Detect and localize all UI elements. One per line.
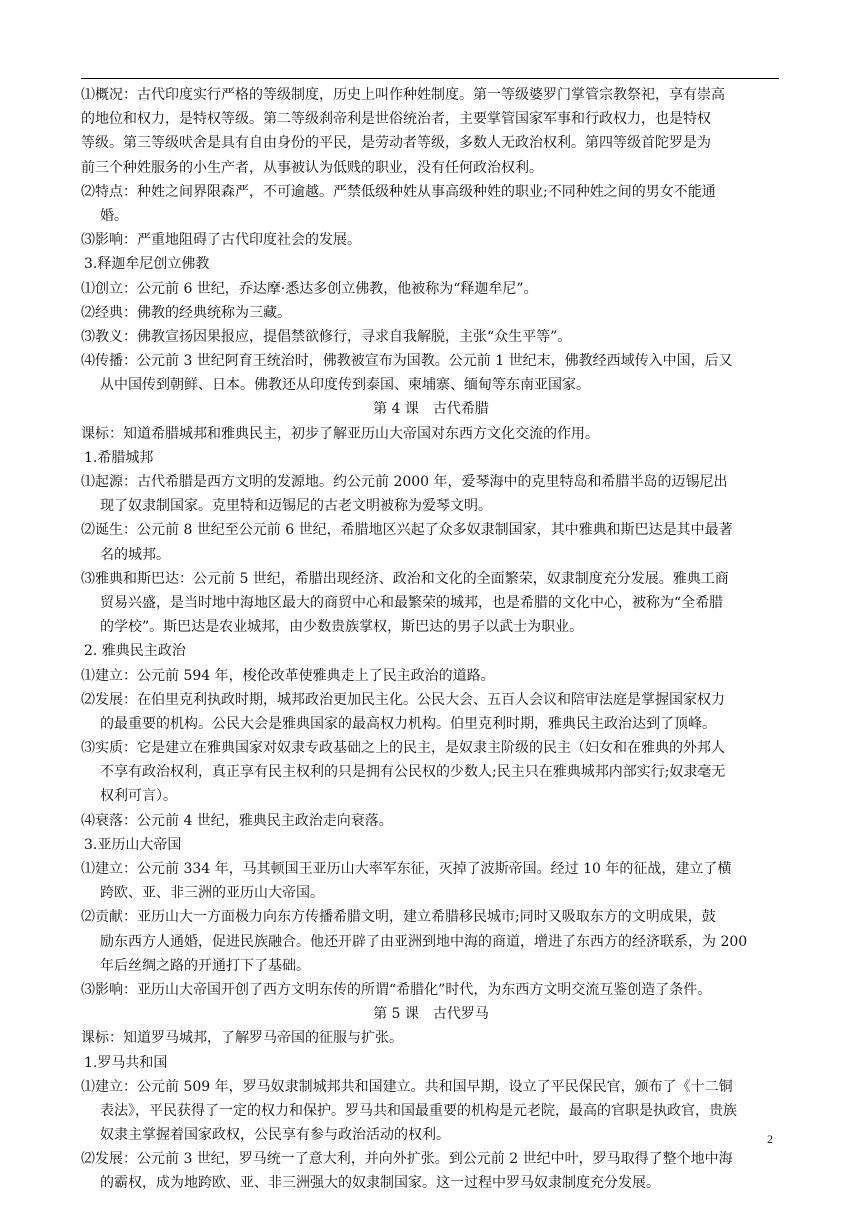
text-line: 不享有政治权利，真正享有民主权利的只是拥有公民权的少数人;民主只在雅典城邦内部实行;奴隶毫无 bbox=[100, 764, 726, 781]
text-line: ⑶影响：亚历山大帝国开创了西方文明东传的所谓“希腊化”时代，为东西方文明交流互鉴创造了条件。 bbox=[81, 981, 712, 998]
text-line: 权利可言）。 bbox=[100, 788, 177, 805]
text-line: ⑵发展：在伯里克利执政时期，城邦政治更加民主化。公民大会、五百人会议和陪审法庭是掌握国家权力 bbox=[81, 691, 725, 708]
text-line: ⑷传播：公元前 3 世纪阿育王统治时，佛教被宣布为国教。公元前 1 世纪末，佛教经西域传入中国，后又 bbox=[81, 353, 733, 370]
text-line: 的学校”。斯巴达是农业城邦，由少数贵族掌权，斯巴达的男子以武士为职业。 bbox=[100, 619, 584, 636]
text-line: 3.释迦牟尼创立佛教 bbox=[84, 256, 210, 273]
text-line: ⑵特点：种姓之间界限森严，不可逾越。严禁低级种姓从事高级种姓的职业;不同种姓之间的男女不能通 bbox=[81, 183, 716, 200]
lesson-heading: 第 4 课 古代希腊 bbox=[373, 401, 489, 418]
text-line: 现了奴隶制国家。克里特和迈锡尼的古老文明被称为爱琴文明。 bbox=[100, 498, 492, 515]
text-line: 贸易兴盛，是当时地中海地区最大的商贸中心和最繁荣的城邦，也是希腊的文化中心，被称为“全希腊 bbox=[100, 594, 724, 611]
text-line: 3.亚历山大帝国 bbox=[84, 836, 182, 853]
text-line: 跨欧、亚、非三洲的亚历山大帝国。 bbox=[100, 885, 324, 902]
text-line: 1.罗马共和国 bbox=[84, 1054, 168, 1071]
text-line: 婚。 bbox=[100, 207, 128, 224]
text-line: 从中国传到朝鲜、日本。佛教还从印度传到泰国、柬埔寨、缅甸等东南亚国家。 bbox=[100, 377, 590, 394]
text-line: 奴隶主掌握着国家政权，公民享有参与政治活动的权利。 bbox=[100, 1127, 450, 1144]
text-line: 表法》，平民获得了一定的权力和保护。罗马共和国最重要的机构是元老院，最高的官职是执政官，贵族 bbox=[100, 1102, 737, 1119]
text-line: ⑶实质：它是建立在雅典国家对奴隶专政基础之上的民主，是奴隶主阶级的民主（妇女和在雅典的外邦人 bbox=[81, 740, 725, 757]
text-line: ⑶雅典和斯巴达：公元前 5 世纪，希腊出现经济、政治和文化的全面繁荣，奴隶制度充分发展。雅典工商 bbox=[81, 570, 729, 587]
text-line: ⑷衰落：公元前 4 世纪，雅典民主政治走向衰落。 bbox=[81, 812, 393, 829]
document-body bbox=[81, 83, 781, 1196]
text-line: 课标：知道希腊城邦和雅典民主，初步了解亚历山大帝国对东西方文化交流的作用。 bbox=[81, 425, 599, 442]
text-line: 等级。第三等级吠舍是具有自由身份的平民，是劳动者等级，多数人无政治权利。第四等级首陀罗是为 bbox=[81, 135, 711, 152]
text-line: ⑶教义：佛教宣扬因果报应，提倡禁欲修行，寻求自我解脱，主张“众生平等”。 bbox=[81, 328, 572, 345]
text-line: ⑵贡献：亚历山大一方面极力向东方传播希腊文明，建立希腊移民城市;同时又吸取东方的文明成果，鼓 bbox=[81, 909, 716, 926]
text-line: 前三个种姓服务的小生产者，从事被认为低贱的职业，没有任何政治权利。 bbox=[81, 159, 543, 176]
text-line: 的霸权，成为地跨欧、亚、非三洲强大的奴隶制国家。这一过程中罗马奴隶制度充分发展。 bbox=[100, 1175, 660, 1192]
text-line: 的最重要的机构。公民大会是雅典国家的最高权力机构。伯里克利时期，雅典民主政治达到了顶峰。 bbox=[100, 715, 716, 732]
text-line: ⑴建立：公元前 594 年，梭伦改革使雅典走上了民主政治的道路。 bbox=[81, 667, 495, 684]
text-line: ⑴起源：古代希腊是西方文明的发源地。约公元前 2000 年，爱琴海中的克里特岛和希腊半岛的迈锡尼出 bbox=[81, 474, 728, 490]
text-line: ⑵诞生：公元前 8 世纪至公元前 6 世纪，希腊地区兴起了众多奴隶制国家，其中雅典和斯巴达是其中最著 bbox=[81, 522, 733, 539]
text-line: ⑴建立：公元前 509 年，罗马奴隶制城邦共和国建立。共和国早期，设立了平民保民官，颁布了《十二铜 bbox=[81, 1078, 733, 1095]
text-line: ⑴概况：古代印度实行严格的等级制度，历史上叫作种姓制度。第一等级婆罗门掌管宗教祭祀，享有崇高 bbox=[81, 87, 725, 103]
lesson-heading: 第 5 课 古代罗马 bbox=[373, 1006, 489, 1023]
text-line: ⑵经典：佛教的经典统称为三藏。 bbox=[81, 304, 291, 321]
header-rule bbox=[81, 78, 779, 79]
text-line: ⑴建立：公元前 334 年，马其顿国王亚历山大率军东征，灭掉了波斯帝国。经过 10 年的征战，建立了横 bbox=[81, 861, 732, 877]
text-line: 的地位和权力，是特权等级。第二等级刹帝利是世俗统治者，主要掌管国家军事和行政权力，也是特权 bbox=[81, 111, 711, 128]
text-line: 励东西方人通婚，促进民族融合。他还开辟了由亚洲到地中海的商道，增进了东西方的经济联系，为 200 bbox=[100, 933, 748, 950]
text-line: 名的城邦。 bbox=[100, 546, 170, 563]
text-line: 2. 雅典民主政治 bbox=[84, 643, 186, 660]
text-line: 课标：知道罗马城邦，了解罗马帝国的征服与扩张。 bbox=[81, 1030, 403, 1047]
page-number: 2 bbox=[767, 1132, 773, 1146]
text-line: ⑴创立：公元前 6 世纪，乔达摩·悉达多创立佛教，他被称为“释迦牟尼”。 bbox=[81, 280, 538, 297]
text-line: 1.希腊城邦 bbox=[84, 449, 154, 466]
text-line: ⑶影响：严重地阻碍了古代印度社会的发展。 bbox=[81, 232, 361, 249]
text-line: 年后丝绸之路的开通打下了基础。 bbox=[100, 957, 310, 974]
text-line: ⑵发展：公元前 3 世纪，罗马统一了意大利，并向外扩张。到公元前 2 世纪中叶，罗马取得了整个地中海 bbox=[81, 1151, 733, 1168]
